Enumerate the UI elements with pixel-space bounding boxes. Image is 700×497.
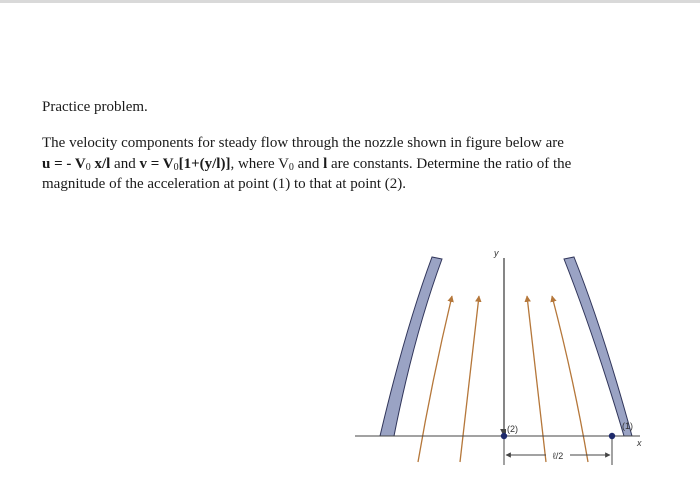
v-symbol: v <box>139 155 147 172</box>
left-wall <box>380 257 442 436</box>
streamline <box>418 296 452 462</box>
u-equation-rest: x/l <box>90 155 111 172</box>
and-text: and <box>110 155 140 172</box>
statement-line-1: The velocity components for steady flow through the nozzle shown in figure below are <box>42 135 564 151</box>
dimension-label: ℓ/2 <box>552 451 564 461</box>
nozzle-figure <box>355 240 655 465</box>
top-border <box>0 0 700 3</box>
subscript-zero: 0 <box>85 161 91 173</box>
where-and-text: and <box>293 155 324 172</box>
point-2-label: (2) <box>507 424 518 434</box>
statement-line-3: magnitude of the acceleration at point (1) to that at point (2). <box>42 176 407 192</box>
point-1-label: (1) <box>622 421 633 431</box>
point-1-marker <box>609 433 615 439</box>
u-equation-part: = - V <box>50 155 86 172</box>
axes <box>355 258 640 465</box>
where-constants-text: are constants. Determine the ratio of the <box>327 155 572 172</box>
nozzle-walls <box>380 257 632 436</box>
streamline <box>552 296 588 462</box>
subscript-zero: 0 <box>288 161 294 173</box>
streamline <box>460 296 479 462</box>
l-symbol: l <box>323 155 328 172</box>
u-symbol: u <box>42 155 51 172</box>
y-axis-label: y <box>494 248 499 258</box>
v-equation-part: = V <box>146 155 174 172</box>
problem-heading: Practice problem. <box>42 99 148 115</box>
right-wall <box>564 257 632 436</box>
where-text: , where V <box>230 155 289 172</box>
streamline <box>527 296 546 462</box>
x-axis-label: x <box>637 438 642 448</box>
v-equation-rest: [1+(y/l)] <box>178 155 231 172</box>
problem-statement <box>42 133 672 195</box>
subscript-zero: 0 <box>173 161 179 173</box>
